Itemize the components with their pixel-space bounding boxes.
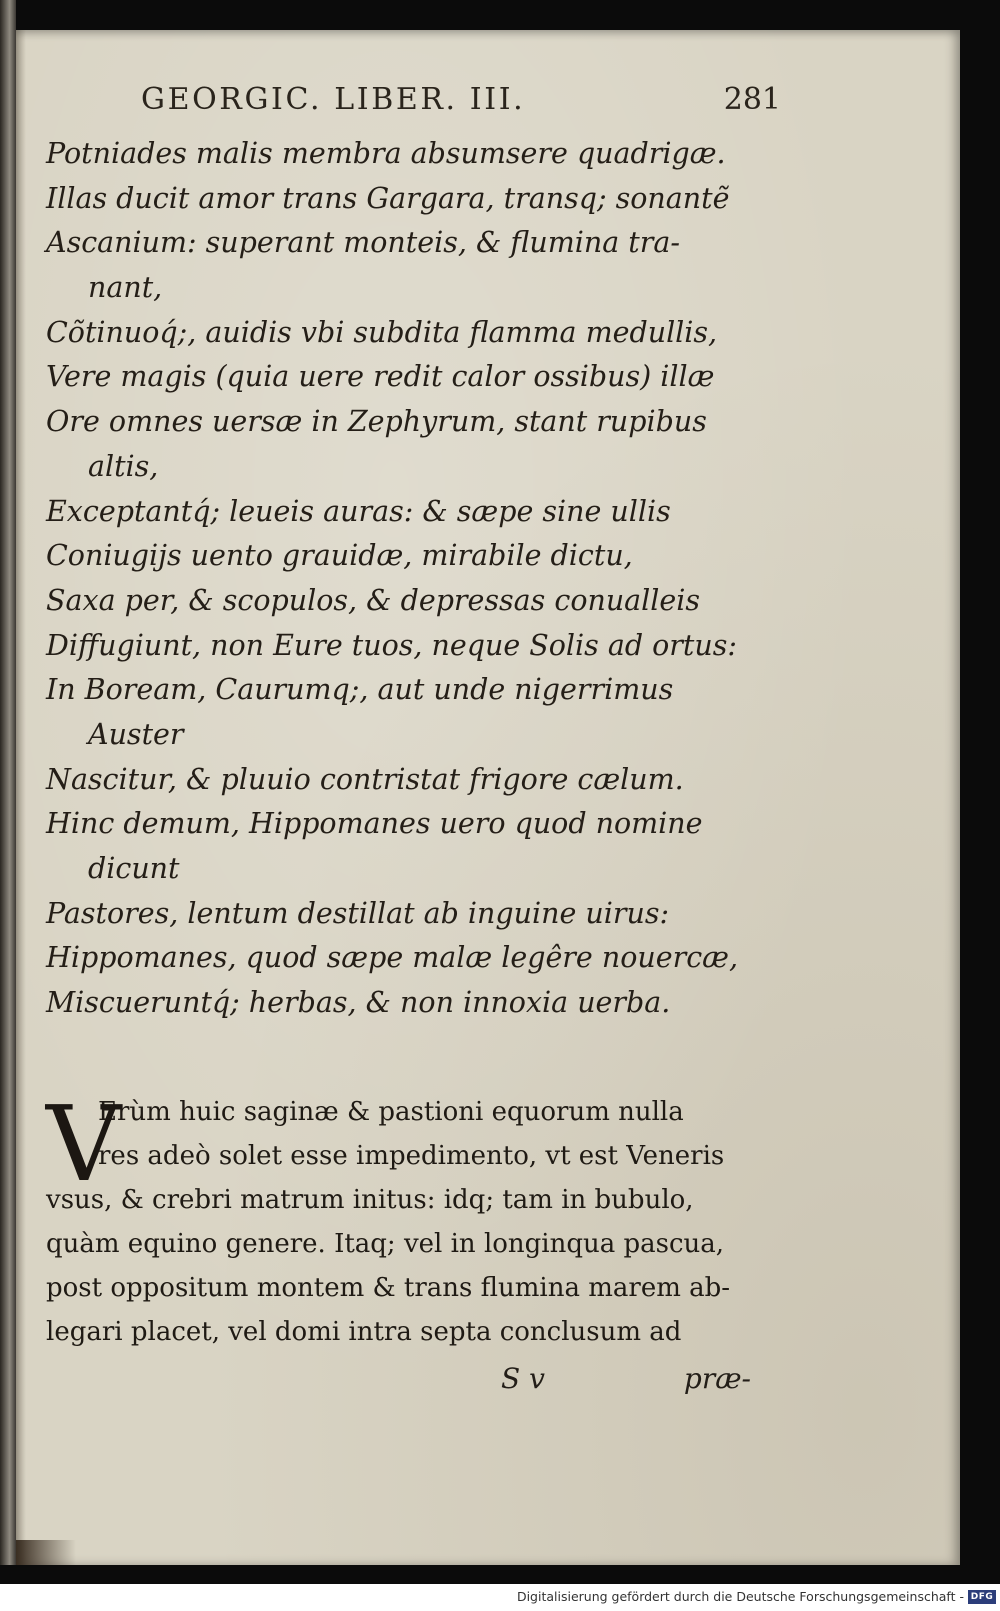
verse-line: Ore omnes uersæ in Zephyrum, stant rupibus bbox=[46, 405, 707, 439]
footer-credit: Digitalisierung gefördert durch die Deutsche Forschungsgemeinschaft - bbox=[516, 1589, 964, 1604]
verse-line: Coniugijs uento grauidæ, mirabile dictu, bbox=[46, 539, 633, 573]
prose-line: Erùm huic saginæ & pastioni equorum nulla bbox=[98, 1097, 684, 1127]
book-edge bbox=[0, 0, 16, 1565]
running-head-title: GEORGIC. LIBER. III. bbox=[141, 82, 526, 117]
verse-line: Saxa per, & scopulos, & depressas conualleis bbox=[46, 583, 701, 617]
prose-line: quàm equino genere. Itaq; vel in longinqua pascua, bbox=[46, 1229, 725, 1259]
verse-line: Illas ducit amor trans Gargara, transq; sonantẽ bbox=[46, 181, 730, 215]
dfg-logo: DFG bbox=[968, 1590, 996, 1604]
verse-line: Nascitur, & pluuio contristat frigore cælum. bbox=[46, 762, 684, 796]
verse-line: Auster bbox=[88, 717, 184, 751]
prose-line: legari placet, vel domi intra septa conclusum ad bbox=[46, 1317, 682, 1347]
prose-lines bbox=[46, 1083, 754, 1354]
prose-paragraph bbox=[46, 1083, 754, 1354]
catchword-line bbox=[501, 1362, 761, 1402]
verse-line: altis, bbox=[88, 449, 159, 483]
verse-line: Vere magis (quia uere redit calor ossibus) illæ bbox=[46, 360, 715, 394]
catchword: præ- bbox=[683, 1362, 751, 1395]
verse-line: dicunt bbox=[88, 852, 180, 885]
verse-line: Miscueruntq́; herbas, & non innoxia uerba. bbox=[46, 986, 671, 1020]
verse-block bbox=[46, 132, 746, 1026]
prose-line: vsus, & crebri matrum initus: idq; tam in bubulo, bbox=[46, 1185, 694, 1215]
drop-cap: V bbox=[46, 1083, 122, 1205]
prose-line: res adeò solet esse impedimento, vt est Veneris bbox=[98, 1141, 725, 1171]
book-page bbox=[16, 30, 960, 1565]
verse-line: Potniades malis membra absumsere quadrigæ. bbox=[46, 137, 726, 170]
verse-line: Exceptantq́; leueis auras: & sæpe sine ullis bbox=[46, 494, 671, 528]
verse-line: Ascanium: superant monteis, & flumina tra- bbox=[46, 226, 680, 260]
verse-line: Cõtinuoq́;, auidis vbi subdita flamma medullis, bbox=[46, 315, 718, 349]
running-head bbox=[141, 82, 781, 126]
page-stain bbox=[16, 1540, 76, 1565]
verse-line: Hinc demum, Hippomanes uero quod nomine bbox=[46, 807, 703, 841]
prose-line: post oppositum montem & trans flumina marem ab- bbox=[46, 1273, 731, 1303]
verse-line: In Boream, Caurumq;, aut unde nigerrimus bbox=[46, 673, 674, 707]
footer-bar bbox=[0, 1584, 1000, 1611]
signature-mark: S v bbox=[501, 1362, 545, 1395]
page-number: 281 bbox=[723, 82, 781, 117]
verse-line: Diffugiunt, non Eure tuos, neque Solis ad ortus: bbox=[46, 628, 737, 662]
verse-line: Hippomanes, quod sæpe malæ legêre nouercæ, bbox=[46, 941, 739, 975]
page-spine-shadow bbox=[16, 30, 26, 1565]
verse-line: Pastores, lentum destillat ab inguine uirus: bbox=[46, 896, 670, 930]
verse-line: nant, bbox=[88, 271, 163, 305]
